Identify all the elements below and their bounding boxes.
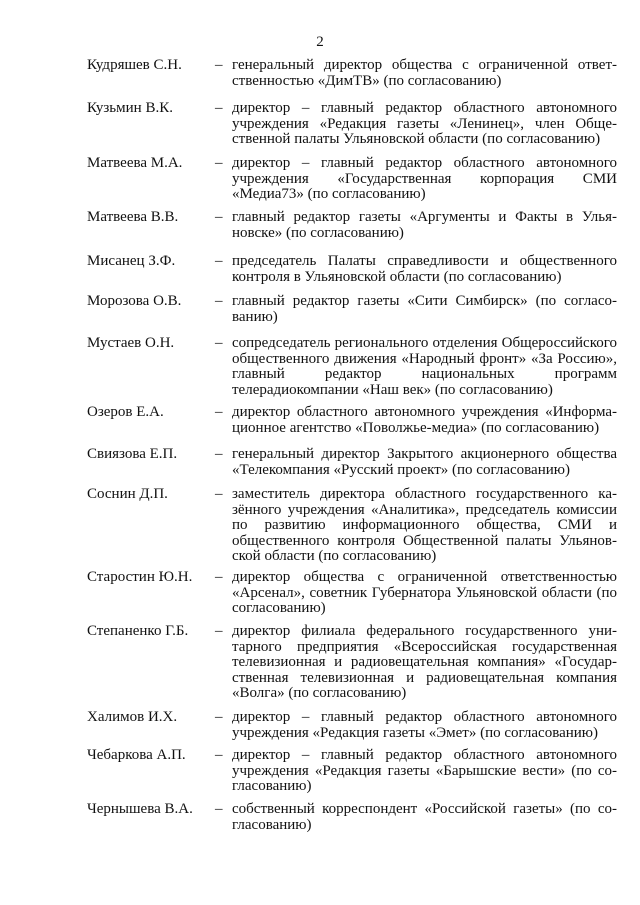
member-name: Мустаев О.Н. <box>87 335 175 351</box>
member-name: Морозова О.В. <box>87 293 182 309</box>
member-name: Чебаркова А.П. <box>87 747 186 763</box>
dash-separator: – <box>215 486 223 502</box>
member-name: Озеров Е.А. <box>87 404 164 420</box>
member-name: Степаненко Г.Б. <box>87 623 189 639</box>
dash-separator: – <box>215 335 223 351</box>
dash-separator: – <box>215 569 223 585</box>
dash-separator: – <box>215 623 223 639</box>
dash-separator: – <box>215 404 223 420</box>
member-role: заместитель директора областного государственного казённого учреждения «Аналитика», председатель комиссии по развитию информационного общества, СМИ и общественного контроля Общественной палаты Ульяновской области (по согласованию) <box>232 486 617 565</box>
dash-separator: – <box>215 100 223 116</box>
member-role: главный редактор газеты «Аргументы и Факты в Ульяновске» (по согласованию) <box>232 209 617 241</box>
member-role: директор общества с ограниченной ответственностью «Арсенал», советник Губернатора Ульяновской области (по согласованию) <box>232 569 617 617</box>
member-role: сопредседатель регионального отделения Общероссийского общественного движения «Народный фронт» «За Россию», главный редактор национальных программ телерадиокомпании «Наш век» (по согласованию) <box>232 335 617 398</box>
dash-separator: – <box>215 57 223 73</box>
dash-separator: – <box>215 253 223 269</box>
dash-separator: – <box>215 446 223 462</box>
dash-separator: – <box>215 801 223 817</box>
page-number: 2 <box>316 34 324 50</box>
member-role: директор – главный редактор областного автономного учреждения «Государственная корпорация СМИ «Медиа73» (по согласованию) <box>232 155 617 203</box>
member-role: директор – главный редактор областного автономного учреждения «Редакция газеты «Эмет» (по согласованию) <box>232 709 617 741</box>
member-name: Матвеева М.А. <box>87 155 183 171</box>
member-role: директор областного автономного учреждения «Информационное агентство «Поволжье-медиа» (по согласованию) <box>232 404 617 436</box>
dash-separator: – <box>215 747 223 763</box>
dash-separator: – <box>215 155 223 171</box>
member-name: Матвеева В.В. <box>87 209 179 225</box>
member-role: директор – главный редактор областного автономного учреждения «Редакция газеты «Барышские вести» (по согласованию) <box>232 747 617 795</box>
member-name: Старостин Ю.Н. <box>87 569 193 585</box>
member-role: собственный корреспондент «Российской газеты» (по согласованию) <box>232 801 617 833</box>
member-name: Соснин Д.П. <box>87 486 168 502</box>
member-role: директор филиала федерального государственного унитарного предприятия «Всероссийская государственная телевизионная и радиовещательная компания» «Государственная телевизионная и радиовещательная компания «Волга» (по согласованию) <box>232 623 617 702</box>
member-role: главный редактор газеты «Сити Симбирск» (по согласованию) <box>232 293 617 325</box>
member-name: Кудряшев С.Н. <box>87 57 182 73</box>
member-name: Халимов И.Х. <box>87 709 178 725</box>
dash-separator: – <box>215 293 223 309</box>
member-role: председатель Палаты справедливости и общественного контроля в Ульяновской области (по согласованию) <box>232 253 617 285</box>
dash-separator: – <box>215 709 223 725</box>
member-name: Свиязова Е.П. <box>87 446 178 462</box>
dash-separator: – <box>215 209 223 225</box>
member-role: директор – главный редактор областного автономного учреждения «Редакция газеты «Ленинец», член Общественной палаты Ульяновской области (по согласованию) <box>232 100 617 148</box>
member-name: Чернышева В.А. <box>87 801 193 817</box>
member-role: генеральный директор Закрытого акционерного общества «Телекомпания «Русский проект» (по согласованию) <box>232 446 617 478</box>
member-role: генеральный директор общества с ограниченной ответственностью «ДимТВ» (по согласованию) <box>232 57 617 89</box>
member-name: Кузьмин В.К. <box>87 100 173 116</box>
member-name: Мисанец З.Ф. <box>87 253 176 269</box>
